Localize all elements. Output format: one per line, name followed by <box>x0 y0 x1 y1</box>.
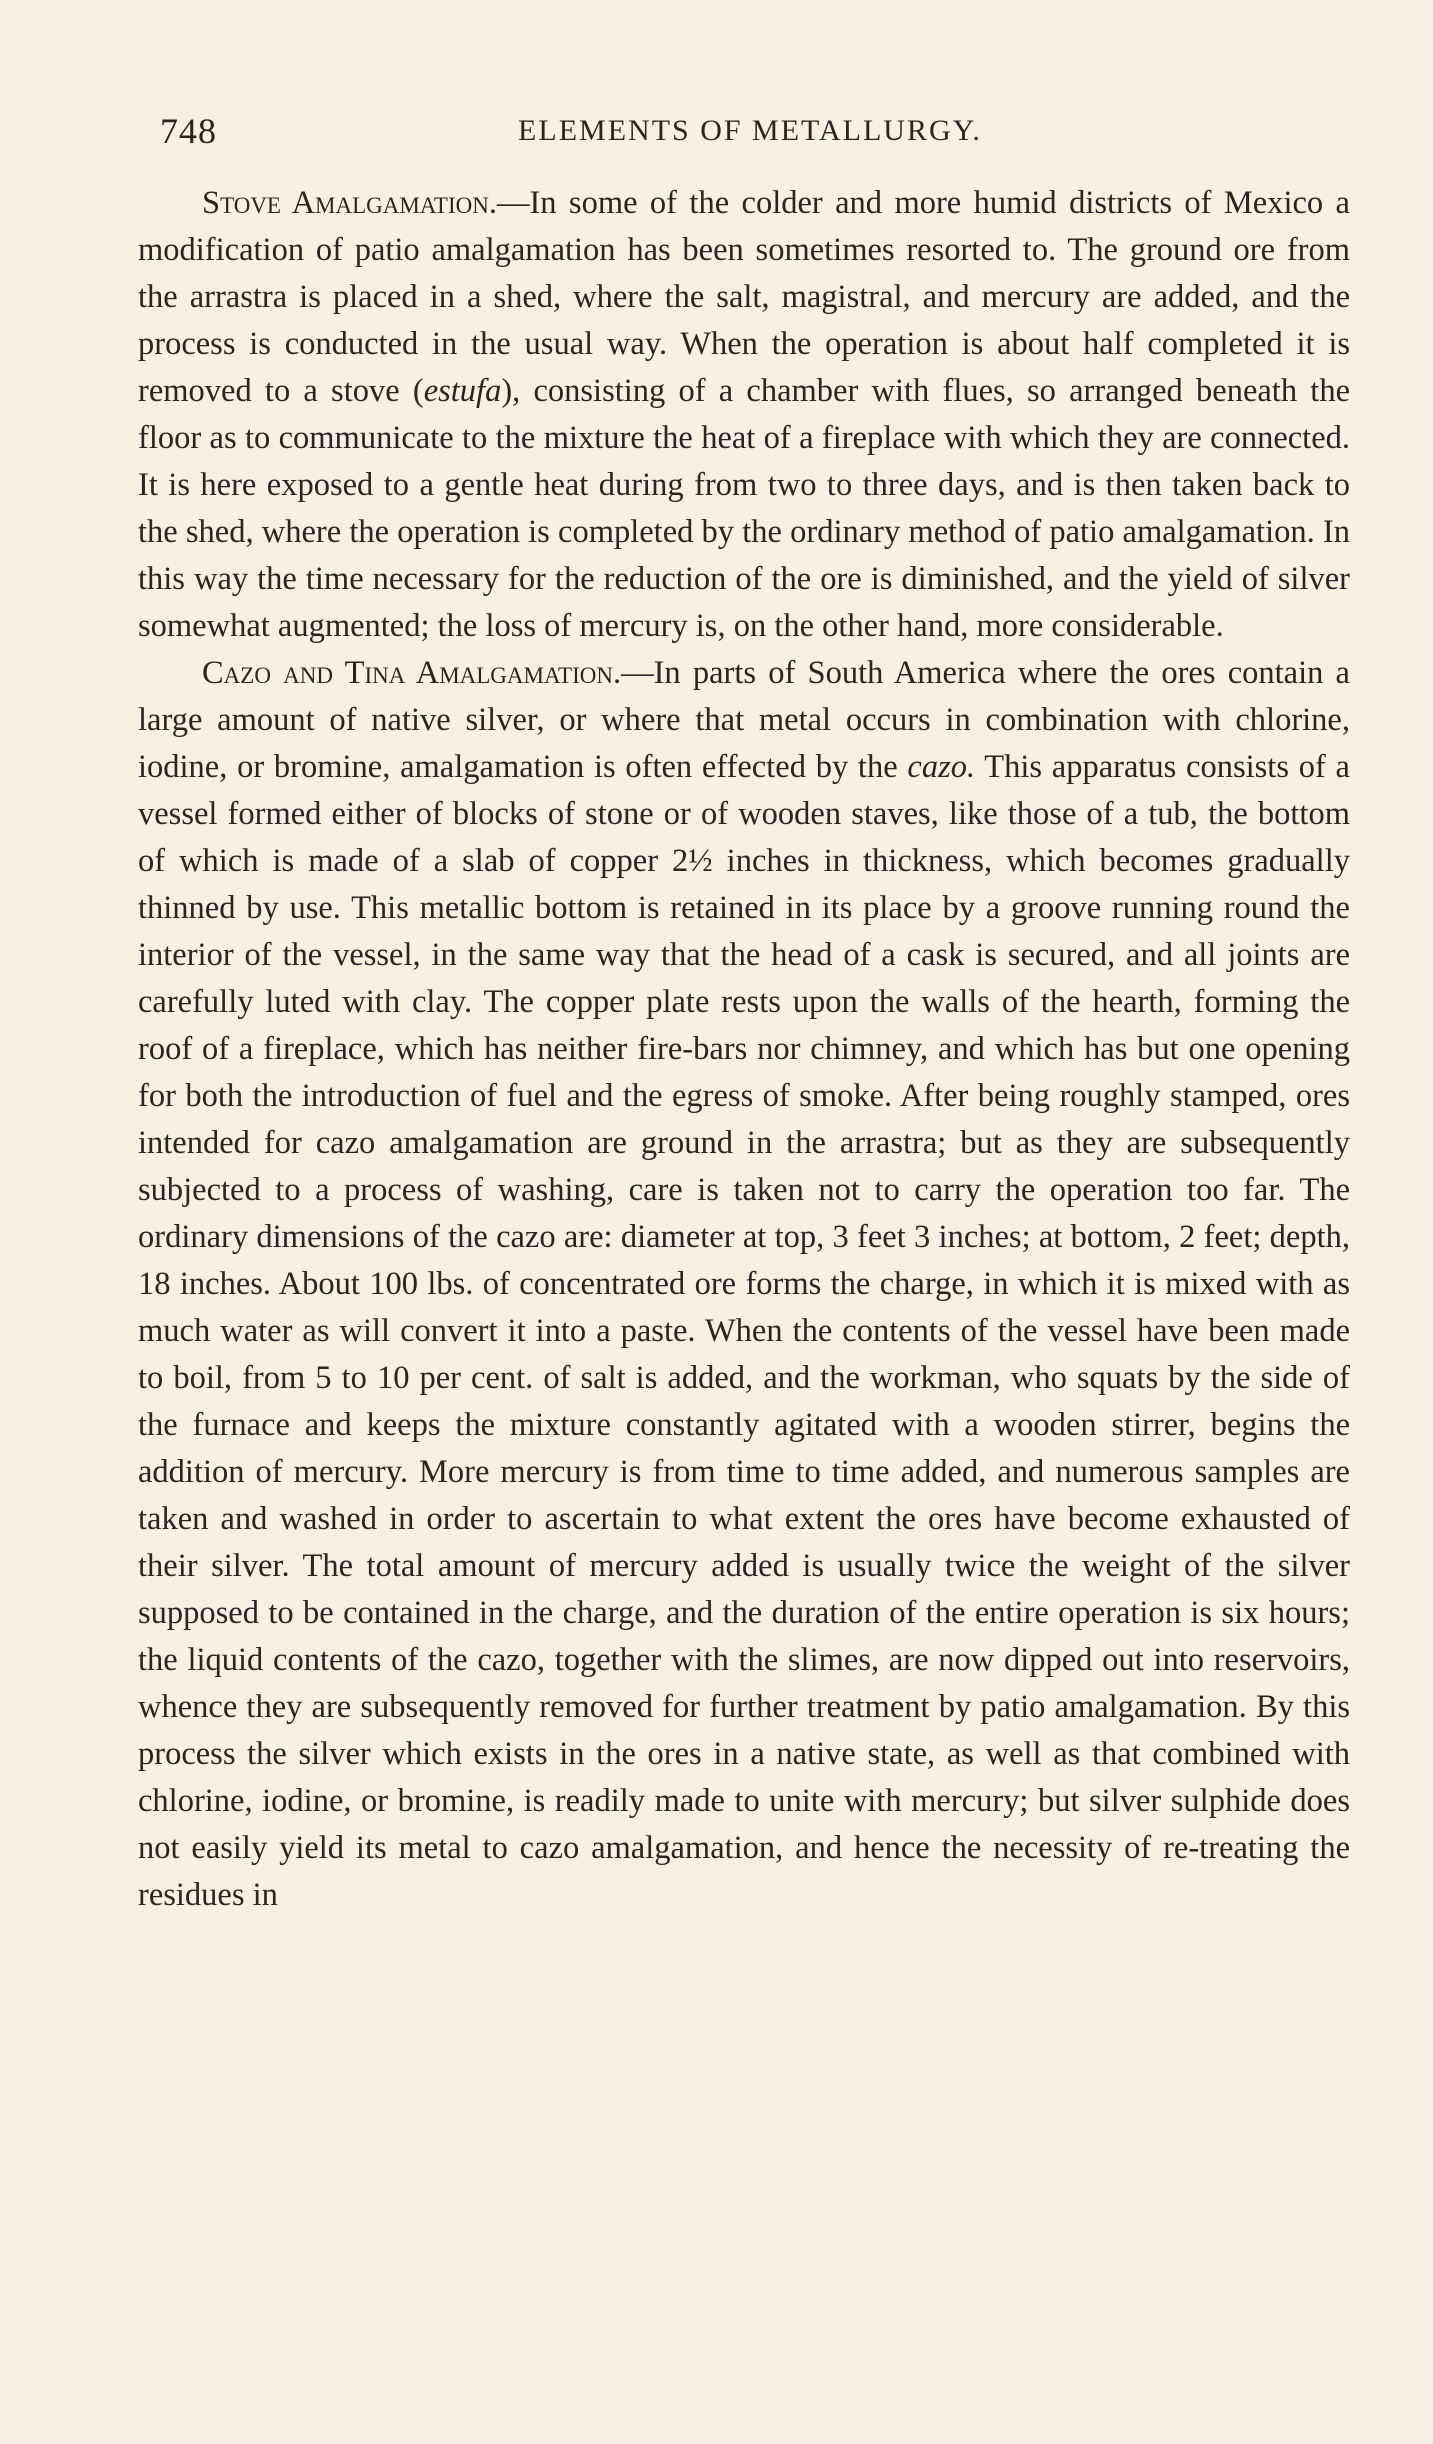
paragraph-cazo-amalgamation <box>138 650 1350 1919</box>
running-head <box>160 110 1340 160</box>
section-heading: Cazo and Tina Amalgamation. <box>202 655 622 691</box>
page-title: ELEMENTS OF METALLURGY. <box>518 114 982 147</box>
section-heading: Stove Amalgamation. <box>202 185 497 221</box>
italic-term: cazo. <box>907 749 976 785</box>
page-number: 748 <box>160 111 217 151</box>
italic-term: estufa <box>423 373 502 409</box>
paragraph-text: This apparatus consists of a vessel formed either of blocks of stone or of wooden staves, like those of a tub, the bottom of which is made of a slab of copper 2½ inches in thickness, which becomes gradually thinned by use. This metallic bottom is retained in its place by a groove running round the interior of the vessel, in the same way that the head of a cask is secured, and all joints are carefully luted with clay. The copper plate rests upon the walls of the hearth, forming the roof of a fireplace, which has neither fire-bars nor chimney, and which has but one opening for both the introduction of fuel and the egress of smoke. After being roughly stamped, ores intended for cazo amalgamation are ground in the arrastra; but as they are subsequently subjected to a process of washing, care is taken not to carry the operation too far. The ordinary dimensions of the cazo are: diameter at top, 3 feet 3 inches; at bottom, 2 feet; depth, 18 inches. About 100 lbs. of concentrated ore forms the charge, in which it is mixed with as much water as will convert it into a paste. When the contents of the vessel have been made to boil, from 5 to 10 per cent. of salt is added, and the workman, who squats by the side of the furnace and keeps the mixture constantly agitated with a wooden stirrer, begins the addition of mercury. More mercury is from time to time added, and numerous samples are taken and washed in order to ascertain to what extent the ores have become exhausted of their silver. The total amount of mercury added is usually twice the weight of the silver supposed to be contained in the charge, and the duration of the entire operation is six hours; the liquid contents of the cazo, together with the slimes, are now dipped out into reservoirs, whence they are subsequently removed for further treatment by patio amalgamation. By this process the silver which exists in the ores in a native state, as well as that combined with chlorine, iodine, or bromine, is readily made to unite with mercury; but silver sulphide does not easily yield its metal to cazo amalgamation, and hence the necessity of re-treating the residues in <box>138 749 1350 1913</box>
paragraph-text: —In parts of South America where the ores contain a large amount of native silver, or where that metal occurs in combination with chlorine, iodine, or bromine, amalgamation is often effected by the <box>138 655 1350 785</box>
body-text <box>138 180 1350 1919</box>
paragraph-stove-amalgamation <box>138 180 1350 650</box>
paragraph-text: ), consisting of a chamber with flues, so arranged beneath the floor as to communicate to the mixture the heat of a fireplace with which they are connected. It is here exposed to a gentle heat during from two to three days, and is then taken back to the shed, where the operation is completed by the ordinary method of patio amalgamation. In this way the time necessary for the reduction of the ore is diminished, and the yield of silver somewhat augmented; the loss of mercury is, on the other hand, more considerable. <box>138 373 1350 644</box>
paragraph-text: —In some of the colder and more humid districts of Mexico a modification of patio amalgamation has been sometimes resorted to. The ground ore from the arrastra is placed in a shed, where the salt, magistral, and mercury are added, and the process is conducted in the usual way. When the operation is about half completed it is removed to a stove ( <box>138 185 1350 409</box>
